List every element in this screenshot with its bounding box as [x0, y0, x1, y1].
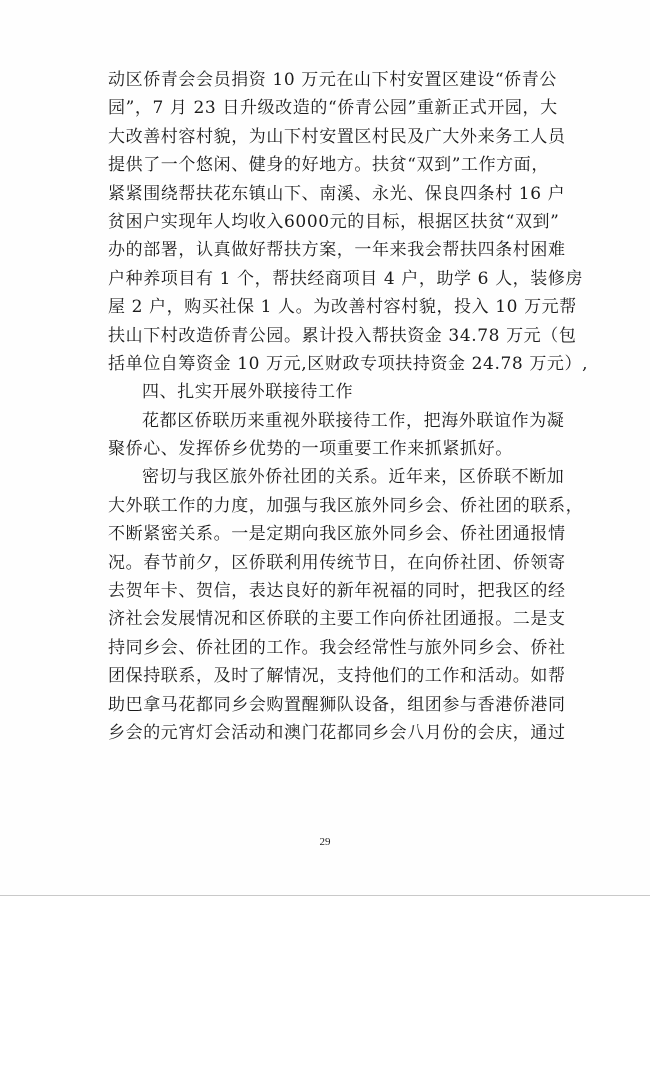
text-line: 大改善村容村貌，为山下村安置区村民及广大外来务工人员 — [108, 126, 566, 147]
text-line: 括单位自筹资金 10 万元,区财政专项扶持资金 24.78 万元）, — [108, 353, 589, 374]
text-line: 团保持联系，及时了解情况，支持他们的工作和活动。如帮 — [108, 666, 566, 687]
text-line: 去贺年卡、贺信，表达良好的新年祝福的同时，把我区的经 — [108, 581, 566, 602]
text-line: 办的部署，认真做好帮扶方案，一年来我会帮扶四条村困难 — [108, 240, 566, 261]
text-line: 乡会的元宵灯会活动和澳门花都同乡会八月份的会庆，通过 — [108, 722, 566, 743]
page-number: 29 — [319, 836, 331, 848]
text-line: 扶山下村改造侨青公园。累计投入帮扶资金 34.78 万元（包 — [108, 325, 577, 346]
text-line: 花都区侨联历来重视外联接待工作，把海外联谊作为凝 — [142, 410, 565, 431]
text-line: 持同乡会、侨社团的工作。我会经常性与旅外同乡会、侨社 — [108, 637, 566, 658]
blank-margin — [0, 896, 650, 1070]
body-text — [108, 66, 589, 747]
text-line: 况。春节前夕，区侨联利用传统节日，在向侨社团、侨领寄 — [108, 552, 566, 573]
text-line: 贫困户实现年人均收入6000元的目标，根据区扶贫“双到” — [108, 211, 560, 232]
text-line: 济社会发展情况和区侨联的主要工作向侨社团通报。二是支 — [108, 609, 566, 630]
text-line: 园”，7 月 23 日升级改造的“侨青公园”重新正式开园，大 — [108, 98, 558, 119]
text-line: 屋 2 户，购买社保 1 人。为改善村容村貌，投入 10 万元帮 — [108, 297, 577, 318]
section-heading: 四、扎实开展外联接待工作 — [142, 382, 354, 403]
text-line: 不断紧密关系。一是定期向我区旅外同乡会、侨社团通报情 — [108, 524, 566, 545]
text-line: 提供了一个悠闲、健身的好地方。扶贫“双到”工作方面， — [108, 155, 549, 176]
text-line: 动区侨青会会员捐资 10 万元在山下村安置区建设“侨青公 — [108, 70, 557, 90]
text-line: 大外联工作的力度，加强与我区旅外同乡会、侨社团的联系， — [108, 495, 584, 516]
text-line: 聚侨心、发挥侨乡优势的一项重要工作来抓紧抓好。 — [108, 439, 513, 460]
text-line: 助巴拿马花都同乡会购置醒狮队设备，组团参与香港侨港同 — [108, 694, 566, 715]
text-line: 密切与我区旅外侨社团的关系。近年来，区侨联不断加 — [142, 467, 565, 488]
text-line: 紧紧围绕帮扶花东镇山下、南溪、永光、保良四条村 16 户 — [108, 183, 566, 204]
text-line: 户种养项目有 1 个，帮扶经商项目 4 户，助学 6 人，装修房 — [108, 268, 584, 289]
